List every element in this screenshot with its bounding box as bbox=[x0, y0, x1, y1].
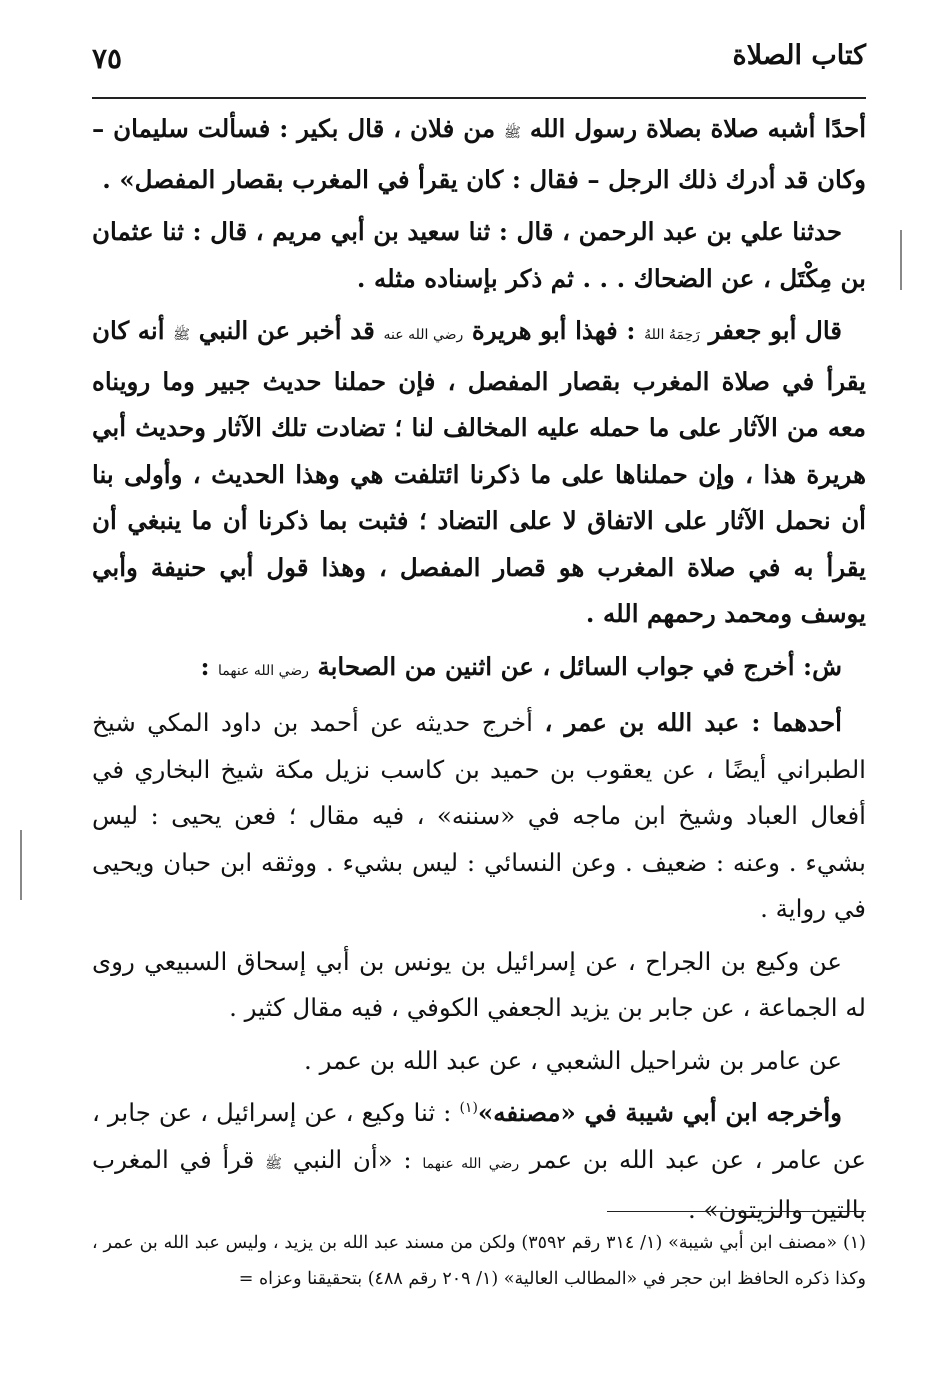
header-rule bbox=[92, 97, 866, 99]
footnote-ref: (١) bbox=[459, 1099, 478, 1116]
footnote-rule bbox=[607, 1211, 866, 1212]
footnotes bbox=[92, 1225, 866, 1297]
paragraph bbox=[92, 106, 866, 203]
text-run: : ثنا وكيع ، عن إسرائيل ، عن جابر ، عن عامر ، عن عبد الله بن عمر bbox=[92, 1098, 866, 1174]
text-run: قال أبو جعفر bbox=[708, 316, 843, 345]
paragraph: عن عامر بن شراحيل الشعبي ، عن عبد الله بن عمر . bbox=[304, 1045, 842, 1075]
paragraph: حدثنا علي بن عبد الرحمن ، قال : ثنا سعيد بن أبي مريم ، قال : ثنا عثمان بن مِكْتَل ، عن الضحاك . . . ثم ذكر بإسناده مثله . bbox=[92, 217, 866, 293]
page-header bbox=[92, 36, 866, 92]
text-run: أخرج حديثه عن أحمد بن داود المكي شيخ الطبراني أيضًا ، عن يعقوب بن حميد بن كاسب نزيل مكة شيخ البخاري في أفعال العباد وشيخ ابن ماجه في «سننه» ، فيه مقال ؛ فعن يحيى : ليس بشيء . وعنه : ضعيف . وعن النسائي : ليس بشيء . ووثقه ابن حبان ويحيى في رواية . bbox=[92, 708, 866, 923]
text-run: أنه كان يقرأ في صلاة المغرب بقصار المفصل ، فإن حملنا حديث جبير وما رويناه معه من الآثار على ما حمله عليه المخالف لنا ؛ تضادت تلك الآثار وحديث أبي هريرة هذا ، وإن حملناها على ما ذكرنا ائتلفت هي وهذا الحديث ، وأولى بنا أن نحمل الآثار على الاتفاق لا على التضاد ؛ فثبت بما ذكرنا أن ما ينبغي أن يقرأ به في صلاة المغرب هو قصار المفصل ، وهذا قول أبي حنيفة وأبي يوسف ومحمد رحمهم الله . bbox=[92, 316, 866, 628]
main-text bbox=[92, 106, 866, 1240]
honorific-symbol: رضي الله عنه bbox=[383, 327, 464, 343]
text-run-bold: أحدهما : عبد الله بن عمر ، bbox=[544, 708, 842, 737]
text-run: : «أن النبي bbox=[292, 1144, 412, 1174]
honorific-symbol: رضي الله عنهما bbox=[218, 662, 309, 679]
honorific-symbol: ﷺ bbox=[265, 1155, 283, 1172]
honorific-symbol: رضي الله عنهما bbox=[422, 1155, 520, 1172]
text-run: من فلان ، قال بكير : فسألت سليمان – وكان قد أدرك ذلك الرجل – فقال : كان يقرأ في المغرب بقصار المفصل» . bbox=[92, 114, 866, 194]
page-number: ٧٥ bbox=[92, 42, 123, 75]
honorific-symbol: رَحِمَهُ اللهُ bbox=[644, 327, 700, 343]
running-title: كتاب الصلاة bbox=[732, 40, 866, 71]
honorific-symbol: ﷺ bbox=[504, 125, 521, 141]
paragraph bbox=[92, 700, 866, 933]
crop-mark bbox=[20, 830, 22, 900]
crop-mark bbox=[900, 230, 902, 290]
text-run: : bbox=[200, 651, 210, 681]
footnote-text: «مصنف ابن أبي شيبة» (١/ ٣١٤ رقم ٣٥٩٢) ولكن من مسند عبد الله بن يزيد ، وليس عبد الله بن عمر ، وكذا ذكره الحافظ ابن حجر في «المطالب العالية» (١/ ٢٠٩ رقم ٤٨٨) بتحقيقنا وعزاه = bbox=[92, 1233, 866, 1289]
footnote-marker: (١) bbox=[842, 1233, 866, 1253]
text-run: أحدًا أشبه صلاة بصلاة رسول الله bbox=[529, 114, 867, 143]
text-run: قد أخبر عن النبي bbox=[198, 316, 375, 345]
text-run: قرأ في المغرب بالتين والزيتون» . bbox=[92, 1144, 866, 1224]
paragraph: عن وكيع بن الجراح ، عن إسرائيل بن يونس بن أبي إسحاق السبيعي روى له الجماعة ، عن جابر بن يزيد الجعفي الكوفي ، فيه مقال كثير . bbox=[92, 946, 866, 1022]
text-run: : فهذا أبو هريرة bbox=[471, 316, 636, 345]
paragraph bbox=[92, 644, 866, 695]
honorific-symbol: ﷺ bbox=[173, 327, 191, 343]
text-run: ش: أخرج في جواب السائل ، عن اثنين من الصحابة bbox=[317, 651, 842, 681]
text-run-bold: وأخرجه ابن أبي شيبة في «مصنفه» bbox=[477, 1098, 842, 1127]
paragraph bbox=[92, 308, 866, 638]
footnote bbox=[92, 1225, 866, 1297]
